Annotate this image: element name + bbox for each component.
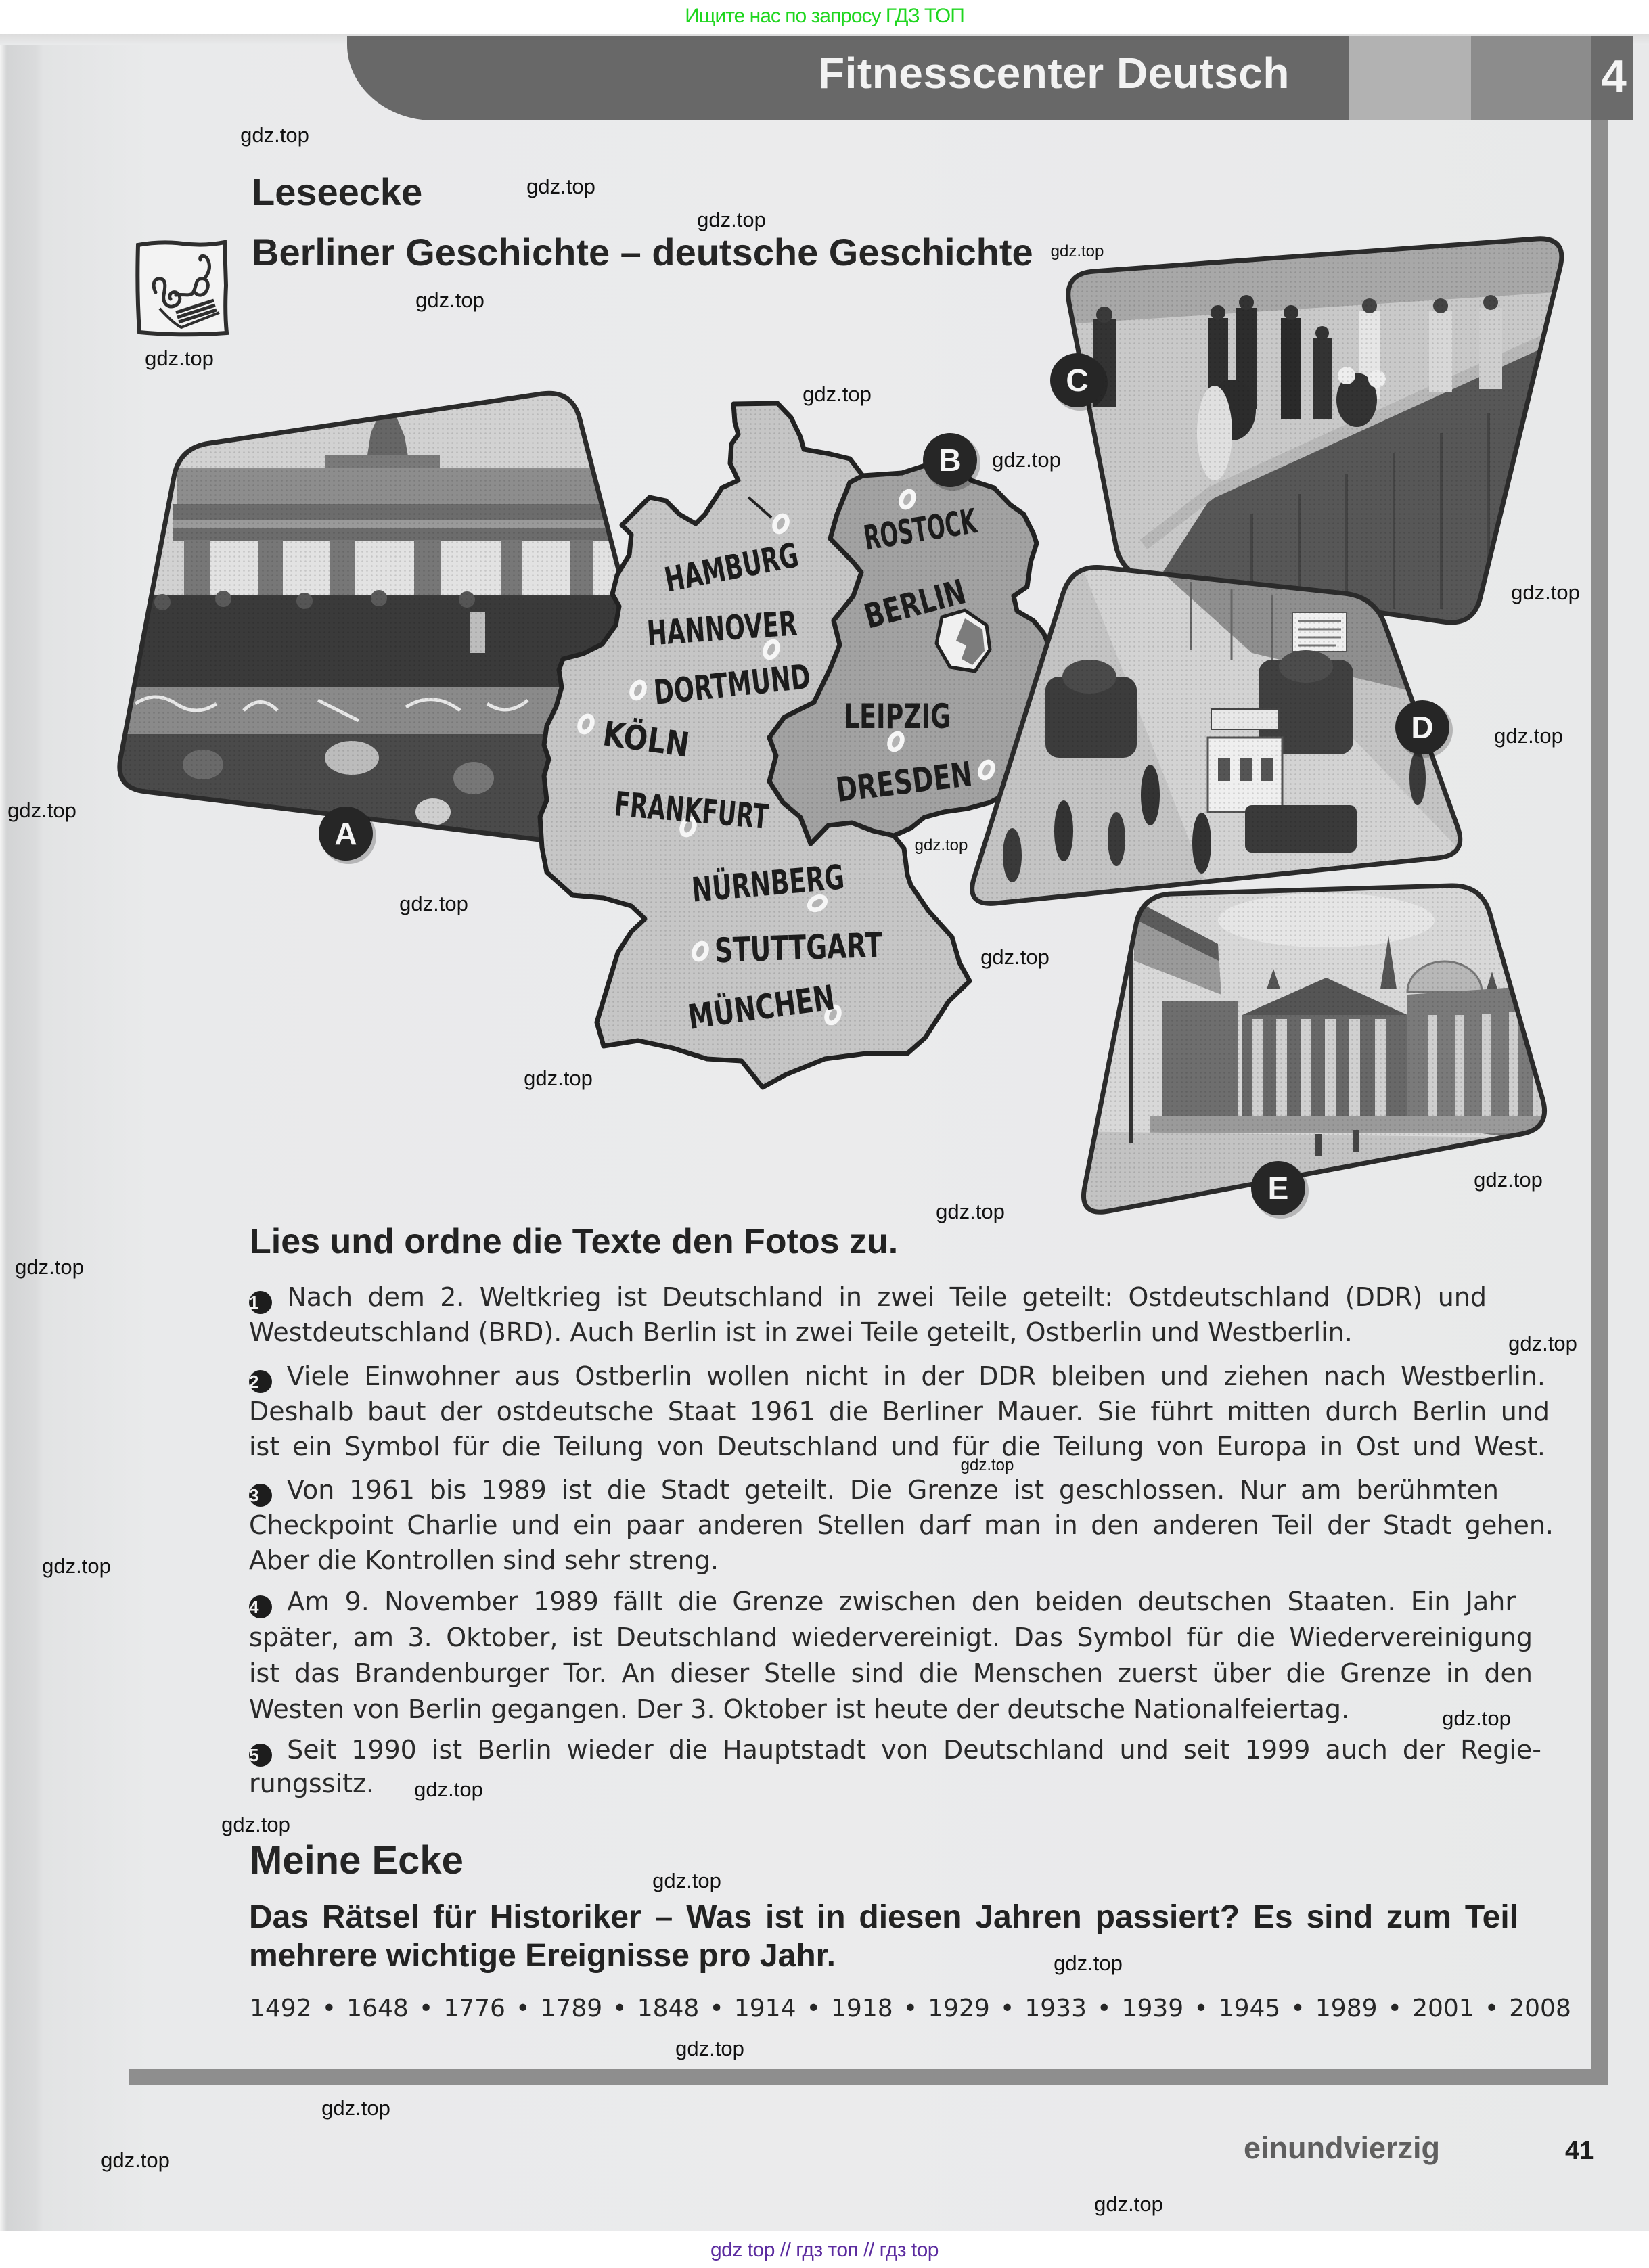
watermark: gdz.top (675, 2037, 744, 2060)
paragraph-4 (249, 1584, 1533, 1727)
section-label-leseecke: Leseecke (252, 171, 423, 213)
svg-text:A: A (334, 816, 357, 851)
paragraph-line: 3 Von 1961 bis 1989 ist die Stadt geteilt. Die Grenze ist geschlossen. Nur am berühmten (249, 1475, 1499, 1505)
paragraph-3 (249, 1472, 1554, 1578)
paragraph-line: 5 Seit 1990 ist Berlin wieder die Hauptstadt von Deutschland und seit 1999 auch der Regie- (249, 1735, 1541, 1765)
year-separator: • (1290, 1995, 1305, 2022)
year: 1918 (831, 1995, 893, 2022)
watermark: gdz.top (1442, 1706, 1511, 1730)
city-label-hamburg: HAMBURG (661, 524, 861, 600)
task-instruction: Lies und ordne die Texte den Fotos zu. (250, 1222, 899, 1261)
watermark: gdz.top (652, 1869, 721, 1892)
city-label-dresden: DRESDEN (834, 748, 1019, 811)
city-label-hannover: HANNOVER (646, 599, 863, 654)
chapter-number: 4 (1601, 51, 1627, 102)
year: 1776 (443, 1995, 505, 2022)
year: 2008 (1509, 1995, 1571, 2022)
city-label-muenchen: MÜNCHEN (685, 971, 884, 1037)
paragraph-line: Deshalb baut der ostdeutsche Staat 1961 die Berliner Mauer. Sie führt mitten durch Berlin und (249, 1397, 1550, 1426)
page-number: 41 (1565, 2137, 1594, 2165)
paragraph-line: rungssitz. (249, 1769, 374, 1798)
city-label-nuernberg: NÜRNBERG (690, 852, 906, 910)
year: 1989 (1315, 1995, 1378, 2022)
year: 1648 (346, 1995, 409, 2022)
watermark: gdz.top (1054, 1951, 1123, 1975)
watermark: gdz.top (7, 798, 76, 822)
year-separator: • (612, 1995, 627, 2022)
year: 1929 (928, 1995, 990, 2022)
city-label-rostock: ROSTOCK (861, 491, 1047, 558)
svg-text:B: B (939, 443, 962, 478)
watermark: gdz.top (415, 288, 484, 312)
year: 1492 (250, 1995, 312, 2022)
chapter-title: Fitnesscenter Deutsch (818, 49, 1290, 97)
watermark: gdz.top (992, 448, 1061, 472)
paragraph-line: Checkpoint Charlie und ein paar anderen Stellen darf man in den anderen Teil der Stadt gehen. (249, 1510, 1554, 1540)
paragraph-number-badge: 1 (249, 1291, 272, 1314)
year-separator: • (999, 1995, 1015, 2022)
year-separator: • (903, 1995, 918, 2022)
watermark: gdz.top (803, 382, 872, 406)
year: 1939 (1121, 1995, 1184, 2022)
year-separator: • (1484, 1995, 1499, 2022)
watermark: gdz.top (980, 945, 1049, 969)
section-label-meine-ecke: Meine Ecke (250, 1838, 464, 1882)
paragraph-number-badge: 2 (249, 1370, 272, 1393)
year: 2001 (1412, 1995, 1474, 2022)
watermark: gdz.top (524, 1066, 593, 1090)
year: 1789 (540, 1995, 603, 2022)
paragraph-line: Westdeutschland (BRD). Auch Berlin ist in zwei Teile geteilt, Ostberlin und Westberlin. (249, 1317, 1353, 1347)
paragraph-line: 4 Am 9. November 1989 fällt die Grenze zwischen den beiden deutschen Staaten. Ein Jahr (249, 1587, 1516, 1617)
year: 1933 (1024, 1995, 1087, 2022)
year-separator: • (516, 1995, 530, 2022)
watermark: gdz.top (1508, 1332, 1577, 1355)
watermark: gdz.top (15, 1255, 84, 1279)
year-separator: • (1387, 1995, 1402, 2022)
city-label-dortmund: DORTMUND (652, 650, 878, 712)
paragraph-line: später, am 3. Oktober, ist Deutschland wiedervereinigt. Das Symbol für die Wiedervereinigung (249, 1623, 1533, 1652)
year-separator: • (709, 1995, 724, 2022)
paragraph-line: 1 Nach dem 2. Weltkrieg ist Deutschland in zwei Teile geteilt: Ostdeutschland (DDR) und (249, 1282, 1487, 1313)
watermark: gdz.top (145, 346, 214, 370)
city-label-stuttgart: STUTTGART (714, 923, 939, 971)
bottom-promo-text: gdz top // гдз топ // гдз top (710, 2239, 939, 2261)
germany-map (540, 403, 1062, 1087)
watermark: gdz.top (42, 1554, 111, 1578)
watermark: gdz.top (936, 1200, 1005, 1223)
city-label-koeln: KÖLN (600, 714, 708, 768)
watermark: gdz.top (1494, 724, 1563, 748)
watermark: gdz.top (697, 208, 766, 231)
watermark: gdz.top (221, 1813, 290, 1836)
city-label-frankfurt: FRANKFURT (612, 784, 844, 844)
paragraph-line: ist das Brandenburger Tor. An dieser Stelle sind die Menschen zuerst über die Grenze in den (249, 1658, 1533, 1688)
watermark: gdz.top (1511, 581, 1580, 604)
year-separator: • (321, 1995, 337, 2022)
paragraph-number-badge: 5 (249, 1744, 272, 1767)
paragraph-line: 2 Viele Einwohner aus Ostberlin wollen nicht in der DDR bleiben und ziehen nach Westberlin. (249, 1361, 1545, 1392)
watermark: gdz.top (1094, 2192, 1163, 2216)
riddle-task-line: mehrere wichtige Ereignisse pro Jahr. (249, 1938, 836, 1974)
page-frame-bottom-bar (129, 2069, 1608, 2085)
watermark: gdz.top (526, 175, 595, 198)
city-label-berlin: BERLIN (860, 563, 1003, 637)
top-promo-text: Ищите нас по запросу ГДЗ ТОП (685, 5, 964, 27)
year: 1945 (1218, 1995, 1281, 2022)
svg-text:C: C (1066, 363, 1089, 398)
watermark: gdz.top (960, 1456, 1014, 1474)
watermark: gdz.top (399, 892, 468, 915)
watermark: gdz.top (240, 123, 309, 147)
paragraph-number-badge: 3 (249, 1484, 272, 1507)
paragraph-line: ist ein Symbol für die Teilung von Deutschland und für die Teilung von Europa in Ost und West. (249, 1432, 1545, 1461)
year-separator: • (806, 1995, 821, 2022)
year-separator: • (418, 1995, 434, 2022)
paragraph-line: Westen von Berlin gegangen. Der 3. Oktober ist heute der deutsche Nationalfeiertag. (249, 1694, 1350, 1724)
main-title: Berliner Geschichte – deutsche Geschichte (252, 231, 1033, 273)
paragraph-1 (249, 1279, 1487, 1350)
paragraph-line: Aber die Kontrollen sind sehr streng. (249, 1545, 719, 1575)
watermark: gdz.top (1050, 242, 1104, 260)
city-label-leipzig: LEIPZIG (844, 697, 951, 736)
year: 1914 (733, 1995, 796, 2022)
watermark: gdz.top (101, 2148, 170, 2172)
year-separator: • (1194, 1995, 1208, 2022)
svg-text:D: D (1411, 710, 1434, 745)
watermark: gdz.top (321, 2096, 390, 2120)
years-list (250, 1997, 1571, 2021)
riddle-task-line: Das Rätsel für Historiker – Was ist in diesen Jahren passiert? Es sind zum Teil (249, 1899, 1518, 1935)
watermark: gdz.top (1474, 1168, 1543, 1192)
watermark: gdz.top (414, 1777, 483, 1801)
paragraph-number-badge: 4 (249, 1595, 272, 1618)
year-separator: • (1097, 1995, 1112, 2022)
watermark: gdz.top (914, 836, 968, 855)
page-number-word: einundvierzig (1244, 2131, 1441, 2165)
year: 1848 (637, 1995, 700, 2022)
paragraph-2 (249, 1359, 1550, 1464)
riddle-task (249, 1898, 1518, 1975)
svg-text:E: E (1267, 1171, 1289, 1206)
